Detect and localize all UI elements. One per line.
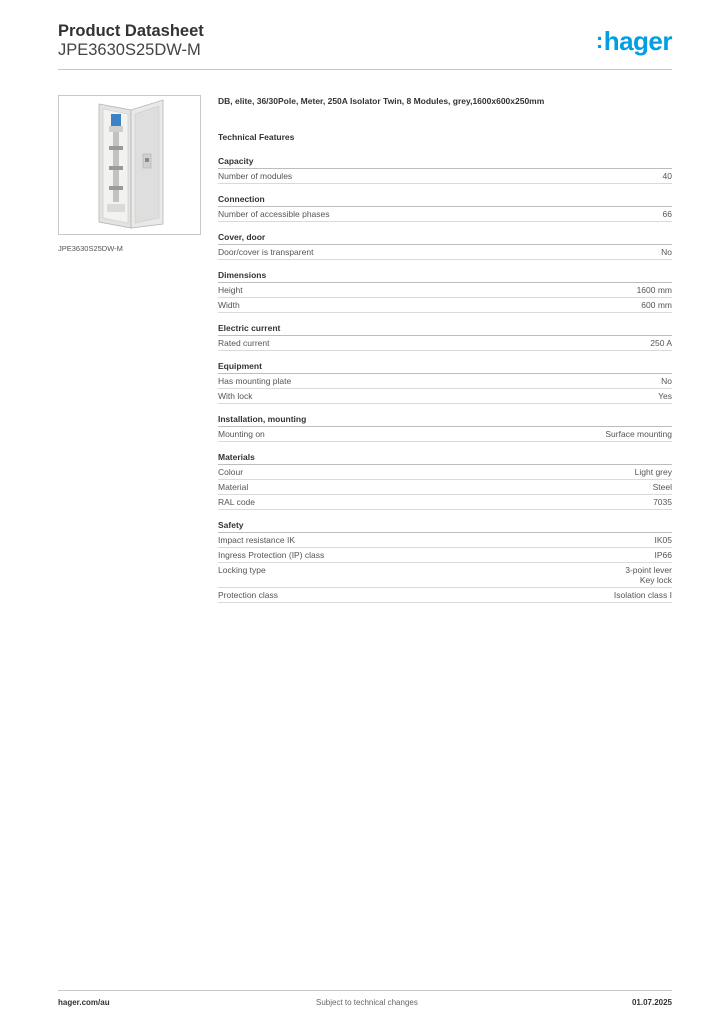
section-title: Capacity <box>218 156 672 169</box>
spec-label: Material <box>218 482 249 492</box>
logo-dots-icon: : <box>595 28 603 53</box>
spec-label: Width <box>218 300 240 310</box>
spec-row <box>218 374 672 389</box>
enclosure-illustration-icon <box>59 96 200 234</box>
spec-row <box>218 495 672 510</box>
spec-label: Colour <box>218 467 244 477</box>
spec-value: 66 <box>662 209 672 219</box>
spec-row <box>218 207 672 222</box>
spec-row <box>218 548 672 563</box>
spec-label: Mounting on <box>218 429 265 439</box>
footer-website-link[interactable]: hager.com/au <box>58 998 110 1007</box>
spec-value: 7035 <box>653 497 672 507</box>
spec-value-line: 3-point lever <box>625 565 672 575</box>
footer-date: 01.07.2025 <box>631 998 672 1007</box>
spec-value-line: Key lock <box>639 575 672 585</box>
section-title: Safety <box>218 520 672 533</box>
footer-divider <box>58 990 672 991</box>
product-image <box>58 95 201 235</box>
product-code: JPE3630S25DW-M <box>58 41 201 59</box>
page-header <box>58 22 672 70</box>
spec-row <box>218 169 672 184</box>
logo-text: hager <box>603 26 672 56</box>
spec-label: Has mounting plate <box>218 376 292 386</box>
spec-row <box>218 283 672 298</box>
spec-value: No <box>661 247 672 257</box>
section-electric-current <box>218 323 672 351</box>
spec-label: RAL code <box>218 497 256 507</box>
spec-value: Steel <box>652 482 672 492</box>
spec-label: With lock <box>218 391 253 401</box>
spec-row <box>218 465 672 480</box>
spec-row <box>218 336 672 351</box>
spec-value: 40 <box>662 171 672 181</box>
spec-label: Impact resistance IK <box>218 535 296 545</box>
spec-row <box>218 298 672 313</box>
spec-label: Height <box>218 285 243 295</box>
technical-features-heading: Technical Features <box>218 132 295 142</box>
spec-label: Locking type <box>218 565 266 575</box>
section-dimensions <box>218 270 672 313</box>
spec-row <box>218 588 672 603</box>
spec-label: Number of modules <box>218 171 293 181</box>
section-cover-door <box>218 232 672 260</box>
section-safety <box>218 520 672 603</box>
section-connection <box>218 194 672 222</box>
footer-notice: Subject to technical changes <box>316 998 418 1007</box>
section-title: Equipment <box>218 361 672 374</box>
spec-label: Ingress Protection (IP) class <box>218 550 325 560</box>
spec-value: 1600 mm <box>636 285 672 295</box>
section-installation-mounting <box>218 414 672 442</box>
spec-value: No <box>661 376 672 386</box>
hager-logo <box>596 26 672 57</box>
spec-row <box>218 427 672 442</box>
spec-value: Surface mounting <box>605 429 672 439</box>
spec-row <box>218 245 672 260</box>
datasheet-content <box>218 95 672 603</box>
section-title: Electric current <box>218 323 672 336</box>
spec-value: IP66 <box>654 550 672 560</box>
spec-value: Light grey <box>634 467 672 477</box>
spec-label: Door/cover is transparent <box>218 247 314 257</box>
spec-value: 250 A <box>650 338 672 348</box>
spec-value: Yes <box>658 391 672 401</box>
header-divider <box>58 69 672 70</box>
section-materials <box>218 452 672 510</box>
section-title: Installation, mounting <box>218 414 672 427</box>
section-title: Cover, door <box>218 232 672 245</box>
section-capacity <box>218 156 672 184</box>
section-title: Connection <box>218 194 672 207</box>
spec-row <box>218 533 672 548</box>
spec-label: Rated current <box>218 338 270 348</box>
spec-label: Number of accessible phases <box>218 209 330 219</box>
document-title: Product Datasheet <box>58 22 204 40</box>
section-title: Dimensions <box>218 270 672 283</box>
spec-value: IK05 <box>654 535 672 545</box>
spec-value <box>625 565 672 585</box>
product-description: DB, elite, 36/30Pole, Meter, 250A Isolator Twin, 8 Modules, grey,1600x600x250mm <box>218 96 545 106</box>
spec-row <box>218 563 672 588</box>
spec-row <box>218 480 672 495</box>
spec-label: Protection class <box>218 590 278 600</box>
spec-value: 600 mm <box>641 300 672 310</box>
image-caption: JPE3630S25DW-M <box>58 244 123 253</box>
spec-row <box>218 389 672 404</box>
section-title: Materials <box>218 452 672 465</box>
spec-value: Isolation class I <box>613 590 672 600</box>
section-equipment <box>218 361 672 404</box>
